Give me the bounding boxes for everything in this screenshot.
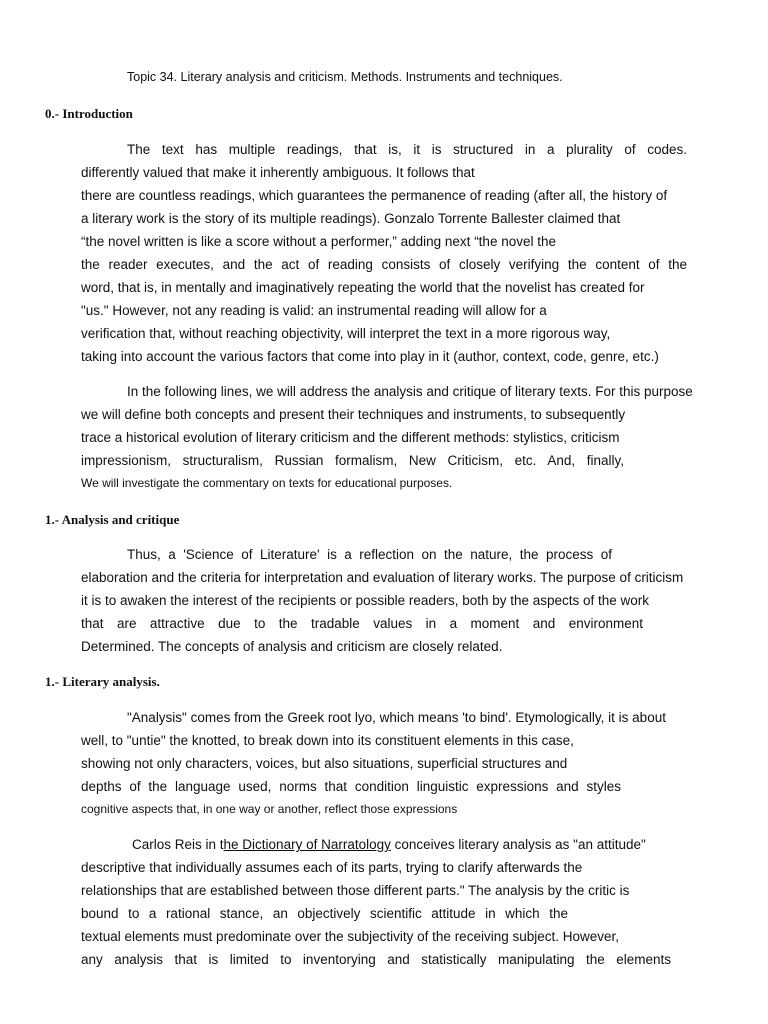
text-line: there are countless readings, which guarantees the permanence of reading (after all, the history of [81,188,668,203]
text-line: elaboration and the criteria for interpretation and evaluation of literary works. The purpose of criticism [81,570,684,585]
text-line: trace a historical evolution of literary criticism and the different methods: stylistics, criticism [81,430,620,445]
text-line: any analysis that is limited to inventorying and statistically manipulating the elements [81,952,671,967]
topic-title: Topic 34. Literary analysis and criticism. Methods. Instruments and techniques. [127,70,563,84]
text-line: Determined. The concepts of analysis and criticism are closely related. [81,639,503,654]
text-line: textual elements must predominate over the subjectivity of the receiving subject. However, [81,929,620,944]
text-line: word, that is, in mentally and imaginatively repeating the world that the novelist has created for [81,280,645,295]
analysis-paragraph-1 [81,543,687,658]
heading-literary-analysis: 1.- Literary analysis. [45,674,160,689]
text-line: “the novel written is like a score without a performer,” adding next “the novel the [81,234,556,249]
text-line: cognitive aspects that, in one way or another, reflect those expressions [81,802,458,816]
heading-introduction: 0.- Introduction [45,106,133,121]
text-line: "us." However, not any reading is valid: an instrumental reading will allow for a [81,303,547,318]
intro-paragraph-1 [81,138,687,368]
text-fragment: Carlos Reis in t [132,837,224,852]
text-line: taking into account the various factors that come into play in it (author, context, code, genre, etc.) [81,349,659,364]
text-line: descriptive that individually assumes each of its parts, trying to clarify afterwards the [81,860,583,875]
text-line: In the following lines, we will address the analysis and critique of literary texts. For this purpose [127,384,693,399]
dictionary-title-underlined: he Dictionary of Narratology [223,837,391,852]
text-line: verification that, without reaching objectivity, will interpret the text in a more rigorous way, [81,326,611,341]
text-line: Thus, a 'Science of Literature' is a reflection on the nature, the process of [127,547,612,562]
text-line: relationships that are established between those different parts." The analysis by the critic is [81,883,630,898]
text-fragment: conceives literary analysis as "an attitude" [390,837,646,852]
text-line: we will define both concepts and present their techniques and instruments, to subsequently [81,407,626,422]
text-line: well, to "untie" the knotted, to break down into its constituent elements in this case, [81,733,574,748]
intro-paragraph-2 [81,380,693,495]
heading-analysis-critique: 1.- Analysis and critique [45,512,180,527]
text-line: We will investigate the commentary on texts for educational purposes. [81,476,453,490]
literary-paragraph-1 [81,706,687,821]
text-line: that are attractive due to the tradable values in a moment and environment [81,616,643,631]
text-line: showing not only characters, voices, but also situations, superficial structures and [81,756,568,771]
text-line: depths of the language used, norms that condition linguistic expressions and styles [81,779,621,794]
text-line: bound to a rational stance, an objectively scientific attitude in which the [81,906,568,921]
text-line: impressionism, structuralism, Russian formalism, New Criticism, etc. And, finally, [81,453,624,468]
text-line: the reader executes, and the act of reading consists of closely verifying the content of the [81,257,687,272]
text-line [81,833,687,856]
text-line: it is to awaken the interest of the recipients or possible readers, both by the aspects of the work [81,593,650,608]
text-line: "Analysis" comes from the Greek root lyo, which means 'to bind'. Etymologically, it is about [127,710,666,725]
text-line: The text has multiple readings, that is, it is structured in a plurality of codes. [127,142,687,157]
text-line: differently valued that make it inherently ambiguous. It follows that [81,165,475,180]
text-line: a literary work is the story of its multiple readings). Gonzalo Torrente Ballester claimed that [81,211,621,226]
literary-paragraph-2 [81,833,687,971]
